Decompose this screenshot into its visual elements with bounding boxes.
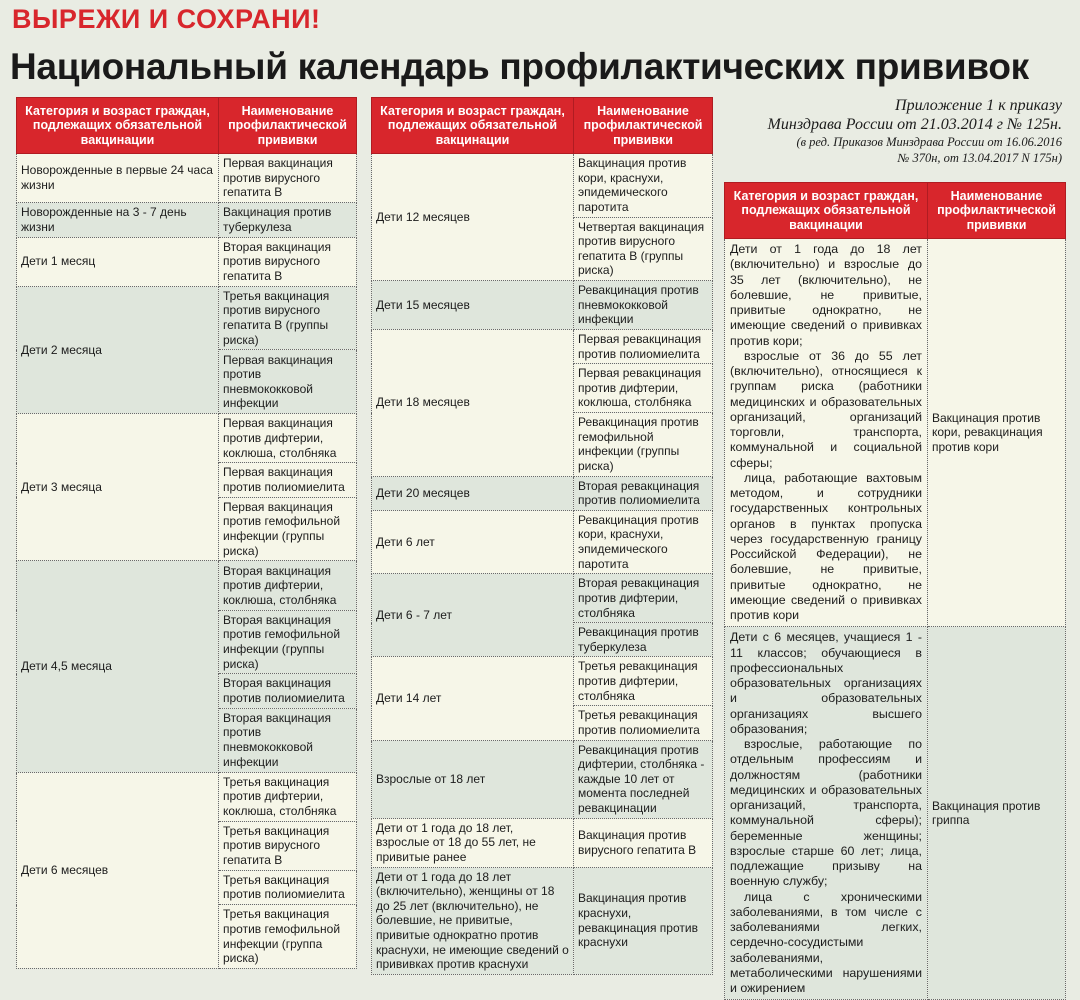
vaccination-cell: Вакцинация против краснухи, ревакцинация против краснухи [574, 867, 713, 974]
vaccination-cell: Вторая вакцинация против полиомиелита [219, 674, 357, 708]
vaccination-cell: Третья ревакцинация против дифтерии, столбняка [574, 657, 713, 706]
category-paragraph: лица с хроническими заболеваниями, в том числе с заболеваниями легких, сердечно-сосудистыми заболеваниями, метаболическими нарушениями и ожирением [730, 889, 922, 995]
vaccination-cell: Ревакцинация против туберкулеза [574, 623, 713, 657]
vaccination-cell: Вакцинация против кори, краснухи, эпидемического паротита [574, 154, 713, 218]
table-row [372, 574, 713, 623]
vaccination-cell: Третья ревакцинация против полиомиелита [574, 706, 713, 740]
table-row [372, 740, 713, 818]
category-cell: Дети 12 месяцев [372, 154, 574, 281]
vaccination-cell: Вторая вакцинация против пневмококковой инфекции [219, 708, 357, 772]
category-cell: Дети 3 месяца [17, 414, 219, 561]
vaccination-cell: Первая вакцинация против пневмококковой инфекции [219, 350, 357, 414]
order-note [702, 96, 1062, 166]
category-paragraph: Дети с 6 месяцев, учащиеся 1 - 11 классов; обучающиеся в профессиональных образовательных организациях и образовательных организациях высшего образования; [730, 630, 922, 736]
table-row [372, 154, 713, 218]
vaccination-cell: Ревакцинация против дифтерии, столбняка - каждые 10 лет от момента последней ревакцинации [574, 740, 713, 818]
category-cell: Дети от 1 года до 18 лет, взрослые от 18 до 55 лет, не привитые ранее [372, 818, 574, 867]
vaccination-cell: Вакцинация против кори, ревакцинация против кори [928, 239, 1066, 627]
note-line-3: (в ред. Приказов Минздрава России от 16.06.2016 [796, 135, 1062, 149]
table-row [372, 657, 713, 706]
vaccination-cell: Третья вакцинация против вирусного гепатита В (группы риска) [219, 286, 357, 350]
vaccination-cell: Первая вакцинация против гемофильной инфекции (группы риска) [219, 497, 357, 561]
vaccination-cell: Третья вакцинация против дифтерии, коклюша, столбняка [219, 772, 357, 821]
vaccination-cell: Четвертая вакцинация против вирусного гепатита В (группы риска) [574, 217, 713, 281]
category-paragraph: лица, работающие вахтовым методом, и сотрудники государственных контрольных органов в пунктах пропуска через государственную границу Российской Федерации), не болевшие, не привитые, привитые однократно, не имеющие сведений о прививках против кори [730, 470, 922, 622]
table-row [725, 239, 1066, 627]
header-vaccination: Наименование профилактической прививки [928, 183, 1066, 239]
header-category: Категория и возраст граждан, подлежащих обязательной вакцинации [372, 98, 574, 154]
table-row [372, 510, 713, 574]
header-vaccination: Наименование профилактической прививки [574, 98, 713, 154]
vaccination-cell: Вторая вакцинация против вирусного гепатита В [219, 237, 357, 286]
vaccination-cell: Ревакцинация против пневмококковой инфекции [574, 281, 713, 330]
category-paragraph: взрослые, работающие по отдельным профессиям и должностям (работники медицинских и образовательных организаций, транспорта, коммунальной сферы); беременные женщины; взрослые старше 60 лет; лица, подлежащие призыву на военную службу; [730, 737, 922, 889]
category-paragraph: взрослые от 36 до 55 лет (включительно), относящиеся к группам риска (работники медицинских и образовательных организаций, организаций торговли, транспорта, коммунальной и социальной сферы; [730, 348, 922, 470]
header-category: Категория и возраст граждан, подлежащих обязательной вакцинации [725, 183, 928, 239]
vaccination-cell: Ревакцинация против гемофильной инфекции (группы риска) [574, 413, 713, 477]
vaccination-cell: Вторая ревакцинация против дифтерии, столбняка [574, 574, 713, 623]
vaccination-table-children-adults [371, 97, 713, 975]
vaccination-cell: Вакцинация против вирусного гепатита В [574, 818, 713, 867]
category-cell: Дети 1 месяц [17, 237, 219, 286]
table-row [372, 867, 713, 974]
note-line-2: Минздрава России от 21.03.2014 г № 125н. [767, 116, 1062, 133]
table-row [17, 561, 357, 610]
vaccination-table-infants [16, 97, 357, 969]
category-cell [725, 239, 928, 627]
category-cell: Дети 6 - 7 лет [372, 574, 574, 657]
vaccination-cell: Первая вакцинация против полиомиелита [219, 463, 357, 497]
table-row [725, 627, 1066, 1000]
table-row [17, 237, 357, 286]
vaccination-cell: Первая ревакцинация против дифтерии, коклюша, столбняка [574, 364, 713, 413]
header-category: Категория и возраст граждан, подлежащих обязательной вакцинации [17, 98, 219, 154]
category-cell: Дети 6 месяцев [17, 772, 219, 969]
table-row [372, 281, 713, 330]
vaccination-table-special-groups [724, 182, 1066, 1000]
vaccination-cell: Первая ревакцинация против полиомиелита [574, 329, 713, 363]
table-row [17, 203, 357, 237]
vaccination-cell: Третья вакцинация против полиомиелита [219, 870, 357, 904]
category-paragraph: Дети от 1 года до 18 лет (включительно) и взрослые до 35 лет (включительно), не болевшие, не привитые, привитые однократно, не имеющие сведений о прививках против кори; [730, 242, 922, 348]
category-cell: Дети 2 месяца [17, 286, 219, 414]
category-cell: Дети 4,5 месяца [17, 561, 219, 772]
kicker-label: ВЫРЕЖИ И СОХРАНИ! [12, 4, 321, 34]
vaccination-cell: Первая вакцинация против вирусного гепатита В [219, 154, 357, 203]
category-cell [725, 627, 928, 1000]
note-line-4: № 370н, от 13.04.2017 N 175н) [897, 151, 1062, 165]
table-row [17, 154, 357, 203]
table-row [17, 414, 357, 463]
vaccination-cell: Ревакцинация против кори, краснухи, эпидемического паротита [574, 510, 713, 574]
category-cell: Новорожденные в первые 24 часа жизни [17, 154, 219, 203]
vaccination-cell: Вторая ревакцинация против полиомиелита [574, 476, 713, 510]
header-vaccination: Наименование профилактической прививки [219, 98, 357, 154]
vaccination-cell: Третья вакцинация против вирусного гепатита В [219, 821, 357, 870]
table-row [372, 329, 713, 363]
table-row [372, 476, 713, 510]
vaccination-cell: Вакцинация против гриппа [928, 627, 1066, 1000]
vaccination-cell: Первая вакцинация против дифтерии, коклюша, столбняка [219, 414, 357, 463]
vaccination-cell: Вторая вакцинация против гемофильной инфекции (группы риска) [219, 610, 357, 674]
category-cell: Дети 6 лет [372, 510, 574, 574]
table-row [17, 286, 357, 350]
category-cell: Дети 15 месяцев [372, 281, 574, 330]
category-cell: Дети 14 лет [372, 657, 574, 740]
table-row [372, 818, 713, 867]
category-cell: Дети 18 месяцев [372, 329, 574, 476]
vaccination-cell: Вакцинация против туберкулеза [219, 203, 357, 237]
vaccination-cell: Третья вакцинация против гемофильной инфекции (группа риска) [219, 905, 357, 969]
page-title: Национальный календарь профилактических прививок [10, 46, 1029, 87]
vaccination-cell: Вторая вакцинация против дифтерии, коклюша, столбняка [219, 561, 357, 610]
note-line-1: Приложение 1 к приказу [895, 97, 1062, 114]
category-cell: Взрослые от 18 лет [372, 740, 574, 818]
category-cell: Дети 20 месяцев [372, 476, 574, 510]
table-row [17, 772, 357, 821]
category-cell: Новорожденные на 3 - 7 день жизни [17, 203, 219, 237]
category-cell: Дети от 1 года до 18 лет (включительно), женщины от 18 до 25 лет (включительно), не болевшие, не привитые, привитые однократно против краснухи, не имеющие сведений о прививках против краснухи [372, 867, 574, 974]
